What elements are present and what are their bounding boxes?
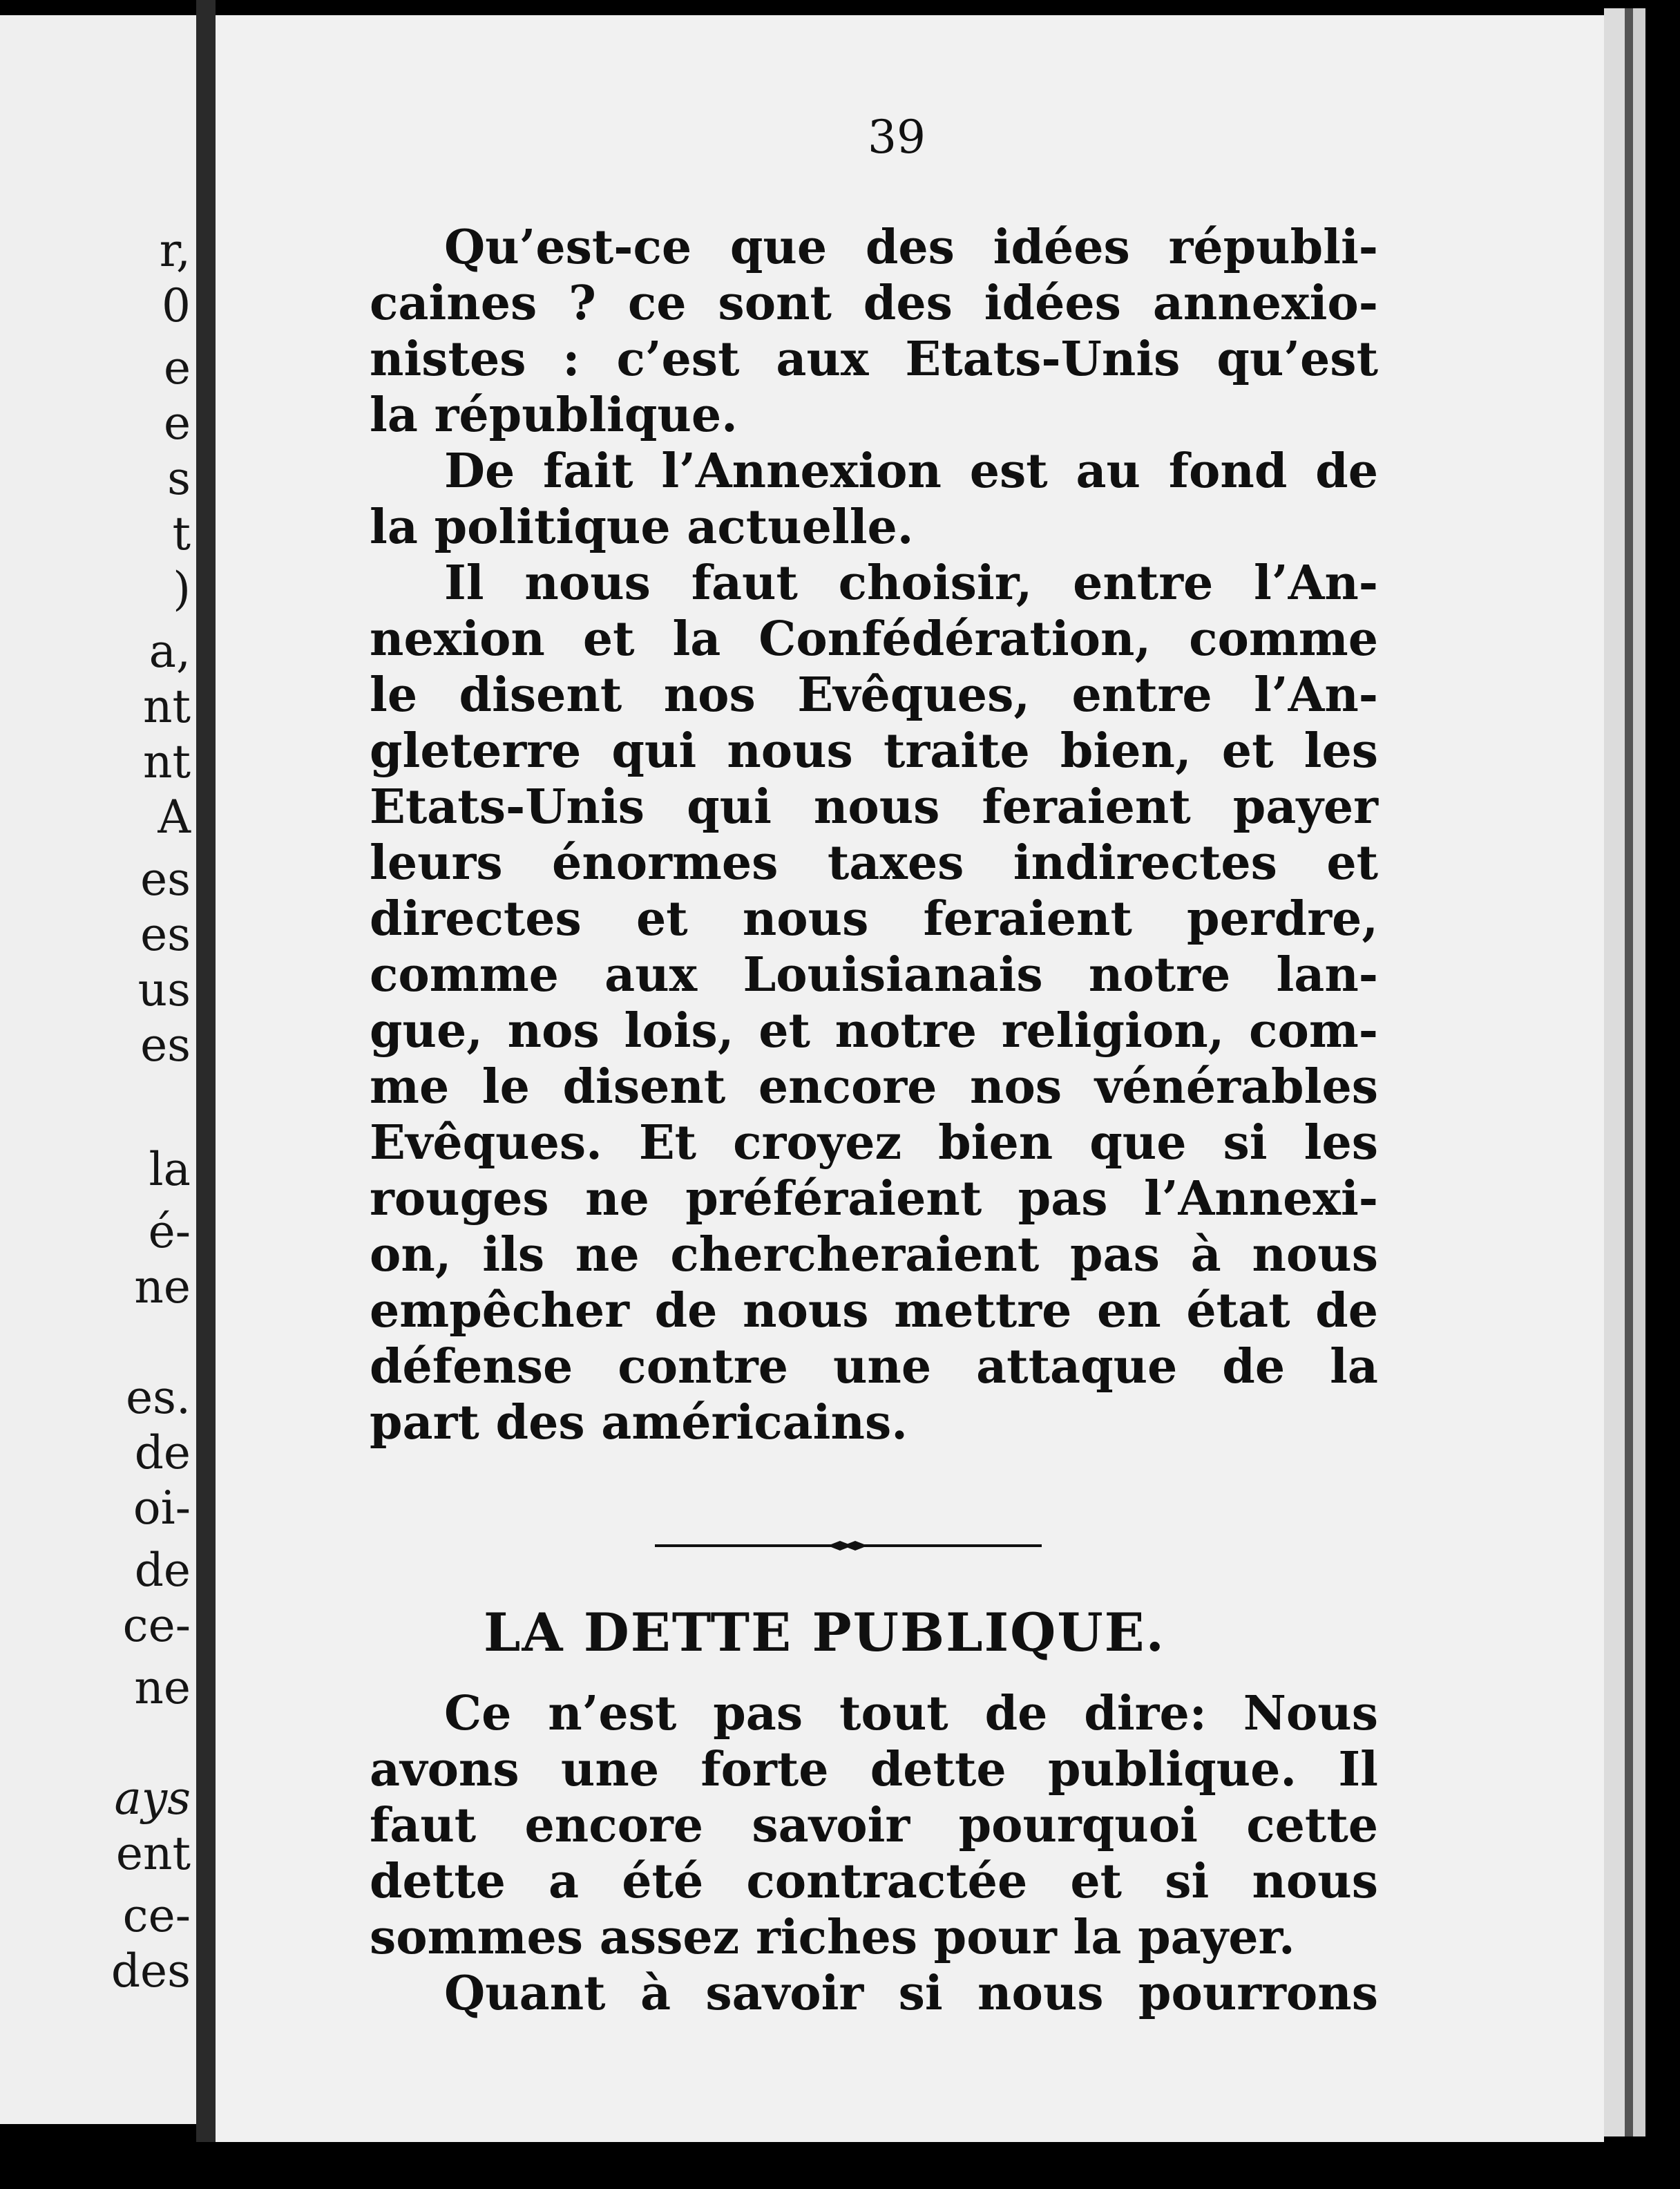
text-line: caines ? ce sont des idées annexio- <box>370 276 1378 331</box>
text-line: la politique actuelle. <box>370 500 914 555</box>
text-line: Ce n’est pas tout de dire: Nous <box>444 1686 1378 1741</box>
previous-page-text-fragment: es <box>140 1018 191 1072</box>
previous-page-text-fragment: des <box>111 1944 191 1998</box>
previous-page-text-fragment: ce- <box>122 1889 191 1942</box>
section-title: LA DETTE PUBLIQUE. <box>484 1602 1166 1663</box>
previous-page-text-fragment: es. <box>126 1371 191 1424</box>
text-line: part des américains. <box>370 1395 908 1450</box>
previous-page-text-fragment: e <box>163 341 191 395</box>
previous-page-text-fragment: ) <box>173 562 191 616</box>
previous-page-text-fragment: de <box>134 1544 191 1597</box>
text-line: De fait l’Annexion est au fond de <box>444 444 1378 499</box>
previous-page-text-fragment: a, <box>149 625 191 678</box>
previous-page-text-fragment: la <box>149 1143 191 1196</box>
page-edges-shadow <box>1625 8 1633 2136</box>
previous-page-text-fragment: ays <box>114 1772 191 1825</box>
text-line: gue, nos lois, et notre religion, com- <box>370 1003 1378 1059</box>
paragraph-choice <box>370 556 1378 1451</box>
scan-border <box>0 2142 1680 2189</box>
previous-page-text-fragment: ne <box>134 1260 191 1314</box>
text-line: faut encore savoir pourquoi cette <box>370 1798 1378 1853</box>
previous-page-text-fragment: r, <box>159 224 191 277</box>
text-line: empêcher de nous mettre en état de <box>370 1283 1378 1338</box>
previous-page-text-fragment: ent <box>115 1827 191 1880</box>
paragraph-republican-ideas <box>370 220 1378 444</box>
previous-page-text-fragment: de <box>134 1426 191 1479</box>
text-line: nistes : c’est aux Etats-Unis qu’est <box>370 332 1378 387</box>
text-line: Qu’est-ce que des idées républi- <box>444 220 1378 275</box>
text-line: Evêques. Et croyez bien que si les <box>370 1115 1378 1171</box>
previous-page-text-fragment: t <box>172 507 191 560</box>
text-line: nexion et la Confédération, comme <box>370 612 1378 667</box>
book-gutter <box>196 0 216 2142</box>
previous-page-text-fragment: ce- <box>122 1599 191 1652</box>
paragraph-public-debt <box>370 1686 1378 1966</box>
previous-page-text-fragment: nt <box>142 735 191 788</box>
previous-page-text-fragment: us <box>137 963 191 1016</box>
previous-page-text-fragment: s <box>167 452 191 505</box>
previous-page-text-fragment: nt <box>142 680 191 733</box>
previous-page-text-fragment: es <box>140 853 191 906</box>
text-line: leurs énormes taxes indirectes et <box>370 835 1378 891</box>
paragraph-annexion <box>370 444 1378 556</box>
text-line: on, ils ne chercheraient pas à nous <box>370 1227 1378 1282</box>
text-line: directes et nous feraient perdre, <box>370 891 1378 947</box>
text-line: comme aux Louisianais notre lan- <box>370 947 1378 1003</box>
previous-page-text-fragment: es <box>140 908 191 961</box>
text-line: me le disent encore nos vénérables <box>370 1059 1378 1115</box>
text-line: défense contre une attaque de la <box>370 1339 1378 1394</box>
ornament-divider <box>655 1538 1042 1553</box>
text-line: avons une forte dette publique. Il <box>370 1742 1378 1797</box>
page-edges <box>1604 8 1625 2136</box>
previous-page-text-fragment: oi- <box>133 1481 191 1535</box>
text-line: Quant à savoir si nous pourrons <box>444 1966 1378 2021</box>
text-line: le disent nos Evêques, entre l’An- <box>370 667 1378 723</box>
text-line: gleterre qui nous traite bien, et les <box>370 723 1378 779</box>
page-edges-outer <box>1633 8 1645 2136</box>
text-line: rouges ne préféraient pas l’Annexi- <box>370 1171 1378 1226</box>
previous-page-edge <box>0 15 196 2124</box>
text-line: sommes assez riches pour la payer. <box>370 1910 1295 1965</box>
previous-page-text-fragment: é- <box>148 1205 191 1258</box>
text-line: Etats-Unis qui nous feraient payer <box>370 779 1378 835</box>
page-number: 39 <box>868 111 926 164</box>
previous-page-text-fragment: A <box>158 790 191 844</box>
previous-page-text-fragment: e <box>163 397 191 450</box>
text-line: dette a été contractée et si nous <box>370 1854 1378 1909</box>
previous-page-text-fragment: ne <box>134 1661 191 1714</box>
text-line: la république. <box>370 388 738 443</box>
text-line: Il nous faut choisir, entre l’An- <box>444 556 1378 611</box>
paragraph-repayment <box>370 1966 1378 2022</box>
previous-page-text-fragment: 0 <box>162 279 191 332</box>
